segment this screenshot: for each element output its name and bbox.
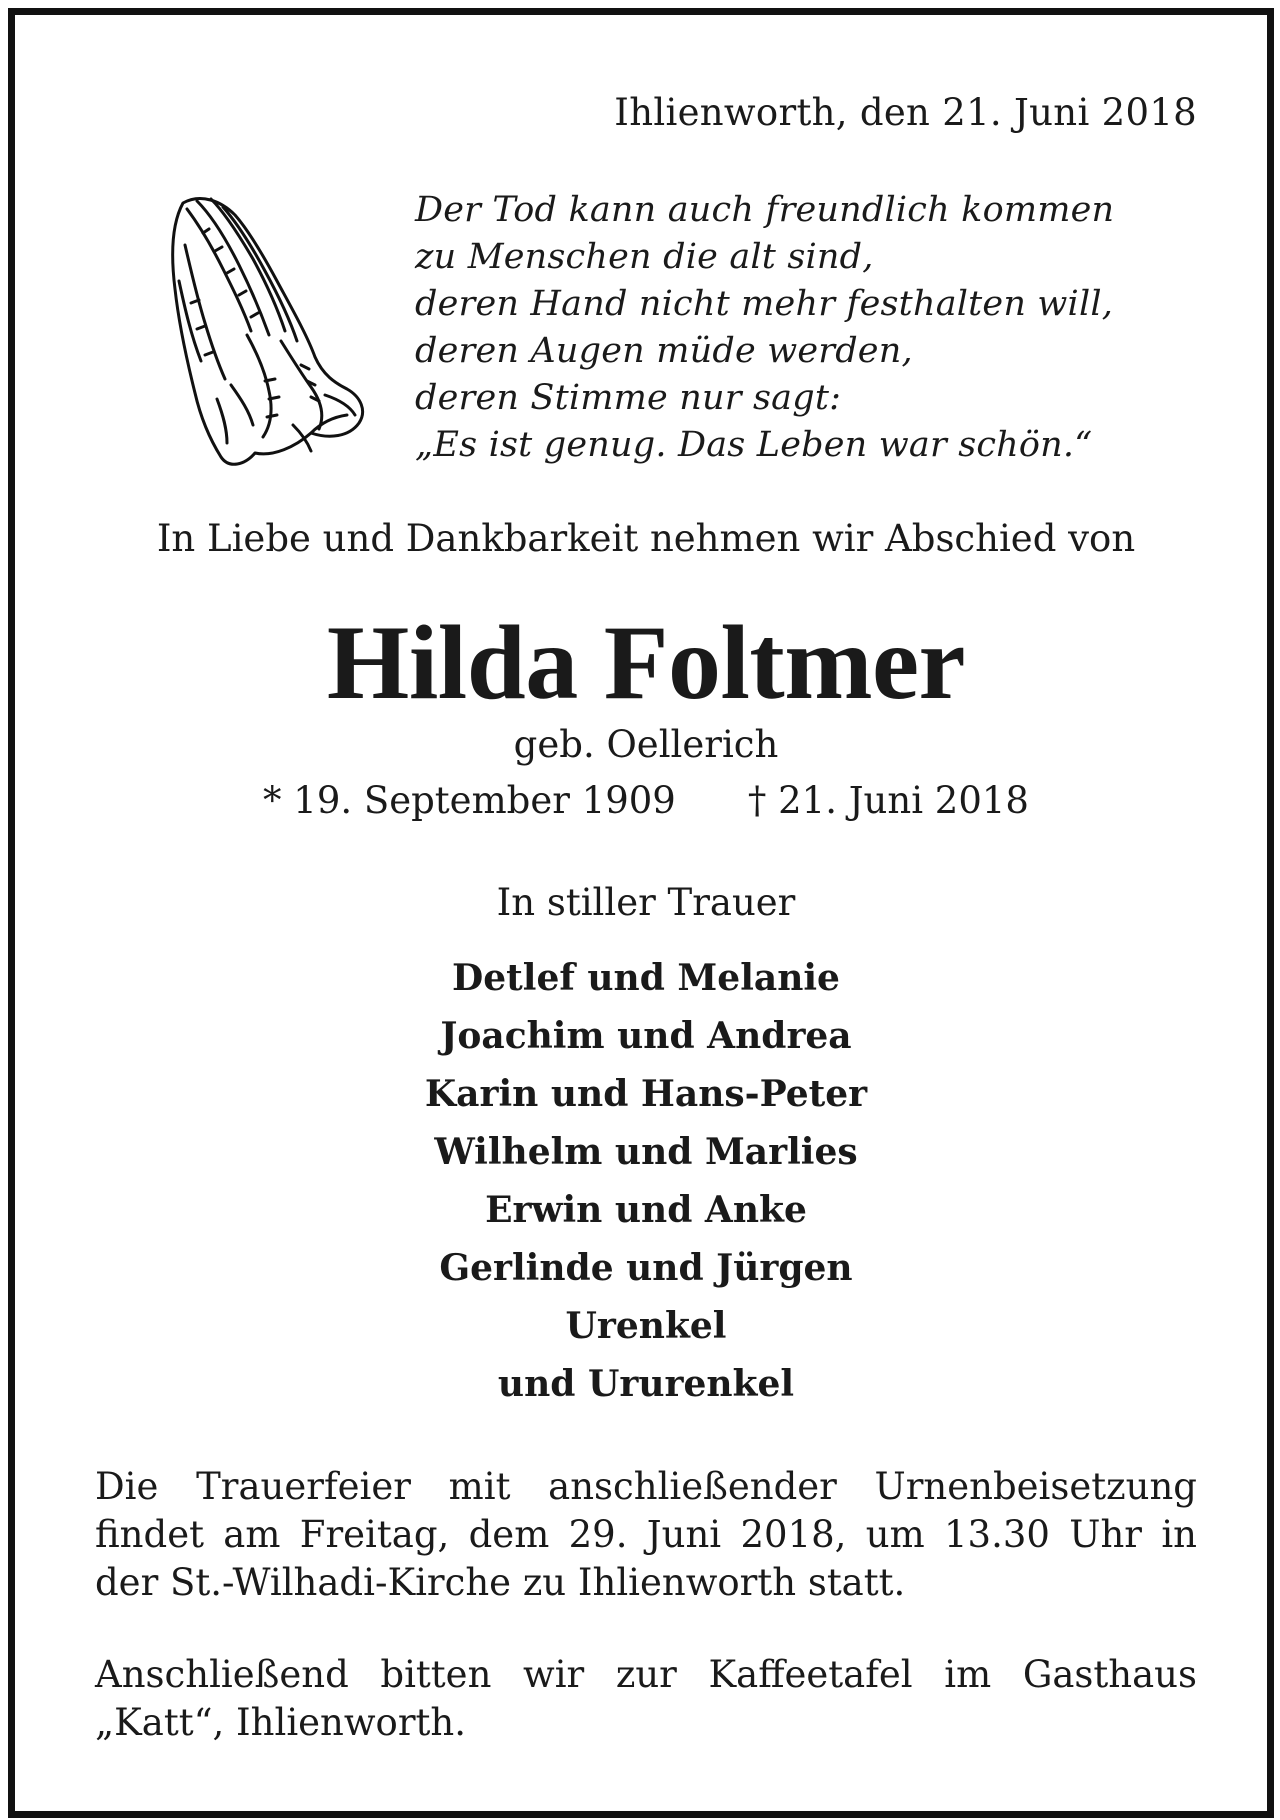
- maiden-name: geb. Oellerich: [513, 723, 779, 766]
- service-info: [95, 1463, 1197, 1607]
- service-line: der St.-Wilhadi-Kirche zu Ihlienworth statt.: [95, 1561, 906, 1604]
- praying-hands-icon: [161, 185, 373, 473]
- service-line: Die Trauerfeier mit anschließender Urnenbeisetzung: [95, 1465, 1197, 1508]
- family-member: und Ururenkel: [497, 1363, 795, 1405]
- family-member: Joachim und Andrea: [440, 1015, 852, 1057]
- reception-info: [95, 1651, 1197, 1747]
- family-member: Karin und Hans-Peter: [424, 1073, 868, 1115]
- life-dates: [95, 779, 1197, 822]
- family-list: [95, 949, 1197, 1413]
- place-date: Ihlienworth, den 21. Juni 2018: [614, 91, 1197, 134]
- deceased-name: Hilda Foltmer: [326, 604, 966, 721]
- death-date: † 21. Juni 2018: [747, 779, 1029, 822]
- poem: [415, 187, 1197, 469]
- obituary-frame: [8, 8, 1274, 1818]
- reception-line: „Katt“, Ihlienworth.: [95, 1701, 466, 1744]
- family-member: Detlef und Melanie: [452, 957, 840, 999]
- poem-line: deren Stimme nur sagt:: [415, 378, 842, 418]
- poem-line: deren Augen müde werden,: [415, 331, 913, 371]
- poem-line: deren Hand nicht mehr festhalten will,: [415, 284, 1114, 324]
- family-member: Erwin und Anke: [485, 1189, 807, 1231]
- family-member: Urenkel: [565, 1305, 727, 1347]
- service-line: findet am Freitag, dem 29. Juni 2018, um 13.30 Uhr in: [95, 1513, 1197, 1556]
- farewell-intro: In Liebe und Dankbarkeit nehmen wir Abschied von: [156, 517, 1136, 560]
- family-member: Gerlinde und Jürgen: [439, 1247, 853, 1289]
- poem-line: „Es ist genug. Das Leben war schön.“: [415, 425, 1093, 465]
- mourning-label: In stiller Trauer: [496, 881, 796, 924]
- poem-line: zu Menschen die alt sind,: [415, 237, 874, 277]
- poem-line: Der Tod kann auch freundlich kommen: [415, 190, 1115, 230]
- reception-line: Anschließend bitten wir zur Kaffeetafel im Gasthaus: [95, 1653, 1197, 1696]
- family-member: Wilhelm und Marlies: [434, 1131, 858, 1173]
- obituary-content: [95, 15, 1197, 1811]
- birth-date: * 19. September 1909: [263, 779, 676, 822]
